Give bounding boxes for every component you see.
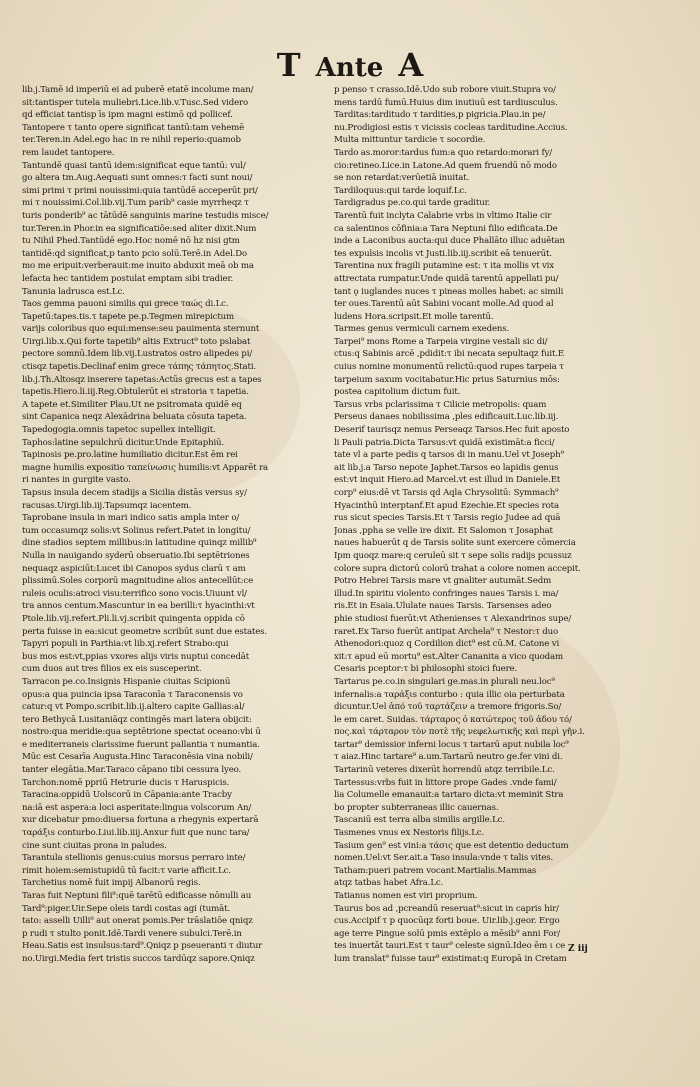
text-line: infernalis:a ταράξιs conturbo : quia illic oia perturbata bbox=[334, 689, 565, 700]
text-line: illud.In spiritu violento confringes naues Tarsis i. ma/ bbox=[334, 588, 559, 599]
text-line: tu Nihil Phed.Tantūdē ego.Hoc nomē nō hz nisi gtm bbox=[22, 236, 240, 247]
text-line: magne humilis expositio ταπείνωσις humilis:vt Apparēt ra bbox=[22, 462, 268, 473]
text-line: colore supra dictorū colorū trahat a colore nomen accepit. bbox=[334, 563, 581, 574]
text-line: Tartarus pe.co.in singulari ge.mas.in plurali neu.loc⁹ bbox=[334, 676, 555, 687]
text-line: Tarentū fuit inclyta Calabrie vrbs in vltimo Italie cir bbox=[334, 210, 552, 221]
header-word: Ante bbox=[315, 53, 384, 83]
text-line: ca salentinos cōfinia:a Tara Neptuni filio edificata.De bbox=[334, 223, 558, 234]
text-line: Tard⁹:piger.Uir.Sepe oleis tardi costas agi (tumāt. bbox=[22, 903, 230, 914]
text-line: cuius nomine monumentū relictū:quod rupes tarpeia τ bbox=[334, 362, 564, 373]
text-line: est:vt inquit Hiero.ad Marcel.vt est illud in Daniele.Et bbox=[334, 475, 561, 486]
text-line: dicuntur.Uel ἀπό τοῦ ταρτάζειν a tremore frigoris.So/ bbox=[334, 702, 562, 713]
text-line: Tarchon:nomē ppriū Hetrurie ducis τ Haruspicis. bbox=[22, 777, 230, 788]
text-line: Tarsus vrbs pclarissima τ Cilicie metropolis: quam bbox=[334, 399, 547, 410]
text-line: tero Bethycā Lusitaniāqz contingēs mari latera obijcit: bbox=[22, 714, 252, 725]
text-line: Tatham:pueri patrem vocant.Martialis.Mammas bbox=[334, 865, 537, 876]
text-line: Tapyri populi in Parthia:vt lib.xj.refert Strabo:qui bbox=[22, 639, 229, 650]
text-line: tato: asselli Uilli⁹ aut onerat pomis.Per trāslatiōe qniqz bbox=[22, 916, 253, 927]
text-line: Deserif taurisqz nemus Perseaqz Tarsos.Hec fuit aposto bbox=[334, 425, 570, 436]
header-letter-right: A bbox=[398, 46, 424, 84]
text-line: Perseus danaes nobilissima ,ples edificauit.Luc.lib.iij. bbox=[334, 412, 559, 423]
text-line: Athenodori:quoz q Cordilion dict⁹ est cū.M. Catone vi bbox=[334, 639, 560, 650]
text-line: lib.j.Tamē id imperiū ei ad puberē etatē incolume man/ bbox=[22, 85, 254, 95]
text-line: mo me eripuit:verberauit:me inuito abduxit meā ob ma bbox=[22, 261, 254, 272]
text-line: Tarmes genus vermiculi carnem exedens. bbox=[334, 324, 510, 335]
text-line: lia Columelle emanauit:a tartaro dicta:vt meminit Stra bbox=[334, 790, 564, 801]
text-line: tartar⁹ demissior inferni locus τ tartarū aput nubila loc⁹ bbox=[334, 739, 569, 750]
text-line: atqz tatbas habet Afra.Lc. bbox=[334, 878, 444, 889]
text-line: rus sicut species Tarsis.Et τ Tarsis regio Judee ad quā bbox=[334, 513, 561, 524]
text-line: Tapsus insula decem stadijs a Sicilia distās versus sy/ bbox=[22, 488, 247, 498]
text-line: lum translat⁹ fuisse taur⁹ existimat:q Europā in Cretam bbox=[334, 953, 567, 964]
text-line: Tantopere τ tanto opere significat tantū:tam vehemē bbox=[22, 122, 245, 133]
text-line: naues habuerūt q de Tarsis solite sunt exercere cōmercia bbox=[334, 538, 576, 549]
text-line: ri nantes in gurgite vasto. bbox=[22, 475, 131, 486]
text-line: age terre Pingue solū pmis extēplo a mēsib⁹ anni For/ bbox=[334, 928, 561, 939]
text-line: raret.Ex Tarso fuerūt antipat Archela⁹ τ Nestor:τ duo bbox=[334, 626, 559, 637]
text-line: Taras fuit Neptuni fili⁹:quē tarētū edificasse nōnulli au bbox=[22, 891, 252, 901]
text-line: Tarpei⁹ mons Rome a Tarpeia virgine vestali sic di/ bbox=[334, 336, 548, 347]
text-line: tes inuertāt tauri.Est τ taur⁹ celeste signū.Ideo ēm ι ce bbox=[334, 941, 566, 952]
text-line: bo propter subterraneas illic cauernas. bbox=[334, 802, 499, 813]
text-line: cio:retineo.Lice.in Latone.Ad quem fruendū nō modo bbox=[334, 160, 557, 171]
text-line: Nulla in nauigando syderū obseruatio.Ibi septētriones bbox=[22, 550, 250, 561]
text-line: Tapinosis pe.pro.latine humiliatio dicitur.Est ēm rei bbox=[22, 450, 238, 461]
text-line: catur:q vt Pompo.scribit.lib.ij.altero capite Gallias:al/ bbox=[22, 702, 245, 713]
text-line: nomen.Uel:vt Ser.ait.a Taso insula:vnde τ talis vites. bbox=[334, 853, 554, 864]
text-line: turis ponderib⁹ ac tātūdē sanguinis marine testudis misce/ bbox=[22, 210, 269, 221]
text-line: Tarditas:tarditudo τ tardities,p pigricia.Plau.in pe/ bbox=[334, 110, 546, 121]
text-line: Tasmenes vnus ex Nestoris filijs.Lc. bbox=[334, 828, 485, 839]
text-line: ter oues.Tarentū aūt Sabini vocant molle.Ad quod al bbox=[334, 299, 554, 310]
text-line: Tarentina nux fragili putamine est: τ ita mollis vt vix bbox=[334, 261, 554, 272]
running-header bbox=[0, 48, 700, 82]
text-line: Taprobane insula in mari indico satis ampla inter o/ bbox=[22, 513, 240, 524]
text-line: Jonas ,ppha se velle ire dixit. Et Salomon τ Josaphat bbox=[334, 525, 553, 536]
text-line: simi primi τ primi nouissimi:quia tantūdē acceperūt pri/ bbox=[22, 185, 258, 196]
text-line: tra annos centum.Mascuntur in ea berilli:τ hyacinthi:vt bbox=[22, 601, 255, 612]
text-line: tur.Teren.in Phor.in ea significatiōe:sed aliter dixit.Num bbox=[22, 223, 257, 234]
header-letter-left: T bbox=[276, 46, 301, 84]
text-line: cus.Accipif τ p quocūqz forti boue. Uir.lib.j.geor. Ergo bbox=[334, 916, 560, 927]
text-line: Tasium gen⁹ est vini:a τάσις que est detentio deductum bbox=[334, 840, 569, 851]
text-line: nu.Prodigiosi estis τ vicissis cocleas tarditudine.Accius. bbox=[334, 122, 568, 133]
text-line: ctisqz tapetis.Declinaf enim grece τάπης τάπητος.Stati. bbox=[22, 362, 256, 373]
text-line: Tapetū:tapes.tis.τ tapete pe.p.Tegmen mirepictum bbox=[22, 311, 235, 322]
text-line: le em caret. Suidas. τάρταρος ὁ κατώτερος τοῦ ἀδου τό/ bbox=[334, 714, 572, 725]
text-line: li Pauli patria.Dicta Tarsus:vt quidā existimāt:a ficci/ bbox=[334, 437, 555, 448]
text-line: Taphos:latine sepulchrū dicitur.Unde Epitaphiū. bbox=[22, 437, 225, 448]
text-line: τ aiaz.Hinc tartare⁹ a.um.Tartarū neutro ge.fer vini di. bbox=[334, 752, 563, 763]
text-line: Taurus bos ad ,pcreandū reseruat⁹:sicut in capris hir/ bbox=[334, 903, 559, 914]
text-line: p rudi τ stulto ponit.Idē.Tardi venere subulci.Terē.in bbox=[22, 928, 242, 939]
text-line: tant ǫ iuglandes nuces τ pineas molles habet: ac simili bbox=[334, 286, 564, 297]
text-line: rem laudet tantopere. bbox=[22, 147, 115, 158]
text-line: pectore somnū.Idem lib.vij.Lustratos ostro alipedes pi/ bbox=[22, 349, 253, 360]
text-line: A tapete et.Similiter Plau.Ut ne psitromata quidē eq bbox=[22, 399, 242, 410]
text-line: rimit hoiem:semistupidū tū facit:τ varie afficit.Lc. bbox=[22, 865, 231, 876]
text-line: ruleis oculis:atroci visu:terrifico sono vocis.Uiuunt vl/ bbox=[22, 588, 247, 599]
text-line: lib.j.Th.Altosqz inserere tapetas:Actūs grecus est a tapes bbox=[22, 374, 262, 385]
text-line: ris.Et in Esaia.Ululate naues Tarsis. Tarsenses adeo bbox=[334, 601, 552, 612]
text-line: Potro Hebrei Tarsis mare vt gnaliter autumāt.Sedm bbox=[334, 576, 552, 587]
text-line: perta fuisse in ea:sicut geometre scribūt sunt due estates. bbox=[22, 626, 268, 637]
text-line: Ipm quoqz mare:q ceruleū sit τ sepe solis radijs pcussuz bbox=[334, 550, 572, 561]
text-line: Taracina:oppidū Uolscorū in Cāpania:ante Tracby bbox=[22, 790, 232, 801]
text-line: ter.Teren.in Adel.ego hac in re nihil reperio:quamob bbox=[22, 135, 241, 146]
text-line: tapetis.Hiero.li.iij.Reg.Obtulerūt ei stratoria τ tapetia. bbox=[22, 387, 249, 398]
text-line: Tarchetius nomē fuit impij Albanorū regis. bbox=[22, 878, 201, 889]
text-line: varijs coloribus quo equi:mense:seu pauimenta sternunt bbox=[22, 324, 260, 335]
text-line: Tarracon pe.co.Insignis Hispanie ciuitas Scipionū bbox=[22, 676, 231, 687]
text-line: tum occasumqz solis:vt Solinus refert.Patet in longitu/ bbox=[22, 525, 251, 536]
text-line: Tantundē quasi tantū idem:significat eque tantū: vul/ bbox=[22, 160, 246, 171]
text-line: tes expulsis incolis vt Justi.lib.iij.scribit eā tenuerūt. bbox=[334, 248, 552, 259]
text-line: lefacta hec tantidem postulat emptam sibi tradier. bbox=[22, 273, 234, 284]
text-line: go altera tm.Aug.Aequati sunt omnes:τ facti sunt noui/ bbox=[22, 173, 253, 184]
text-line: nequaqz aspiciūt:Lucet ibi Canopos sydus clarū τ am bbox=[22, 563, 246, 574]
text-line: Tapedogogia.omnis tapetoc supellex intelligit. bbox=[22, 425, 216, 436]
left-text-column bbox=[22, 84, 308, 966]
text-line: tantidē:qd significat,p tanto pcio solū.Terē.in Adel.Do bbox=[22, 248, 247, 259]
text-line: Heau.Satis est insulsus:tard⁹.Qniqz p pseueranti τ diutur bbox=[22, 941, 263, 952]
text-line: e mediterraneis clarissime fuerunt pallantia τ numantia. bbox=[22, 739, 260, 750]
text-line: Tascaniū est terra alba similis argille.Lc. bbox=[334, 815, 505, 826]
right-text-column bbox=[334, 84, 620, 966]
text-line: mi τ nouissimi.Col.lib.vij.Tum parib⁹ casie myrrheqz τ bbox=[22, 198, 249, 209]
text-line: xit:τ apud eū mortu⁹ est.Alter Cananita a vico quodam bbox=[334, 651, 563, 662]
text-line: tanter elegātia.Mar.Taraco cāpano tibi cessura lyeo. bbox=[22, 765, 242, 776]
text-line: Hyacinthū interptanf.Et apud Ezechie.Et species rota bbox=[334, 500, 559, 511]
text-line: opus:a qua puincia ipsa Taraconīa τ Taraconensis vo bbox=[22, 689, 243, 700]
text-line: sit:tantisper tutela muliebri.Lice.lib.v.Tusc.Sed videro bbox=[22, 97, 249, 108]
text-line: ait lib.j.a Tarso nepote Japhet.Tarsos eo lapidis genus bbox=[334, 462, 559, 473]
text-line: p penso τ crasso.Idē.Udo sub robore viuit.Stupra vo/ bbox=[334, 85, 556, 95]
text-line: sint Capanica neqz Alexādrina beluata cōsuta tapeta. bbox=[22, 412, 247, 423]
text-line: Tardo as.moror:tardus fum:a quo retardo:morari fy/ bbox=[334, 147, 553, 158]
text-line: na:iā est aspera:a loci asperitate:lingua volscorum An/ bbox=[22, 802, 252, 813]
text-line: Tatianus nomen est viri proprium. bbox=[334, 891, 478, 901]
text-line: bus mos est:vt,ppias vxores alijs viris nuptui concedāt bbox=[22, 651, 250, 662]
text-line: dine stadios septem millibus:in latitudine quinqz millib⁹ bbox=[22, 538, 257, 549]
text-line: xur dicebatur pmo:diuersa fortuna a rhegynis expertarā bbox=[22, 815, 259, 826]
text-line: inde a Laconibus aucta:qui duce Phallāto illuc aduētan bbox=[334, 236, 565, 247]
text-line: phie studiosi fuerūt:vt Athenienses τ Alexandrinos supe/ bbox=[334, 613, 572, 624]
text-line: Tardigradus pe.co.qui tarde graditur. bbox=[334, 198, 491, 209]
text-line: mens tardū fumū.Huius dim inutiuū est tardiusculus. bbox=[334, 97, 558, 108]
text-line: cine sunt ciuitas prona in paludes. bbox=[22, 840, 167, 851]
text-line: racusas.Uirgi.lib.iij.Tapsumqz iacentem. bbox=[22, 500, 192, 511]
text-line: Tartarinū veteres dixerūt horrendū atqz terribile.Lc. bbox=[334, 765, 555, 776]
text-line: πος.καὶ τάρταρον τὸν ποτὲ τῆς νεφελωτικῆς καὶ περὶ γῆν.i. bbox=[334, 727, 585, 738]
text-line: no.Uirgi.Media fert tristis succos tardūqz sapore.Qniqz bbox=[22, 953, 255, 964]
text-line: Taos gemma pauoni similis qui grece ταώς di.Lc. bbox=[22, 299, 229, 310]
text-line: Tartessus:vrbs fuit in littore prope Gades .vnde fami/ bbox=[334, 777, 557, 788]
text-line: ctus:q Sabinis arcē ,pdidit:τ ibi necata sepultaqz fuit.E bbox=[334, 349, 565, 360]
text-line: nostro:qua meridie:qua septētrione spectat oceano:vbi ū bbox=[22, 727, 261, 738]
text-line: Mūc est Cesarīa Augusta.Hinc Taraconēsia vina nobili/ bbox=[22, 752, 253, 763]
text-line: tarpeium saxum vocitabatur.Hic prius Saturnius mōs: bbox=[334, 374, 560, 385]
text-line: postea capitolium dictum fuit. bbox=[334, 387, 461, 398]
text-line: tate vl a parte pedis q tarsos di in manu.Uel vt Joseph⁹ bbox=[334, 450, 564, 461]
text-line: plissimū.Soles corporū magnitudine alios antecellūt:ce bbox=[22, 576, 254, 587]
text-line: Ptole.lib.vij.refert.Pli.li.vj.scribit quingenta oppida cō bbox=[22, 613, 245, 624]
text-line: Uirgi.lib.x.Qui forte tapetib⁹ altis Extruct⁹ toto pslabat bbox=[22, 336, 251, 347]
text-line: qd efficiat tantisp īs ipm magni estimō qd pollicef. bbox=[22, 110, 233, 121]
text-line: Tanunia ladrusca est.Lc. bbox=[22, 286, 125, 297]
text-line: attrectata rumpatur.Unde quidā tarentū appellati pu/ bbox=[334, 273, 559, 284]
text-line: Multa mittuntur tardicie τ socordie. bbox=[334, 135, 486, 146]
text-line: se non retardat:verūetiā inuitat. bbox=[334, 173, 470, 184]
text-line: ταράξιs conturbo.Liui.lib.iiij.Anxur fuit que nunc tara/ bbox=[22, 828, 250, 839]
text-line: Tarantula stellionis genus:cuius morsus perraro inte/ bbox=[22, 853, 246, 864]
text-line: Tardiloquus:qui tarde loquif.Lc. bbox=[334, 185, 467, 196]
text-line: ludens Hora.scripsit.Et molle tarentū. bbox=[334, 311, 494, 322]
text-line: Cesaris pceptor:τ bi philosophi stoici fuere. bbox=[334, 664, 518, 675]
signature-mark: Z iij bbox=[568, 944, 588, 954]
text-line: cum duos aut tres filios ex eis susceperint. bbox=[22, 664, 202, 675]
text-line: corp⁹ eius:dē vt Tarsis qd Aqla Chrysolitū: Symmach⁹ bbox=[334, 488, 559, 498]
